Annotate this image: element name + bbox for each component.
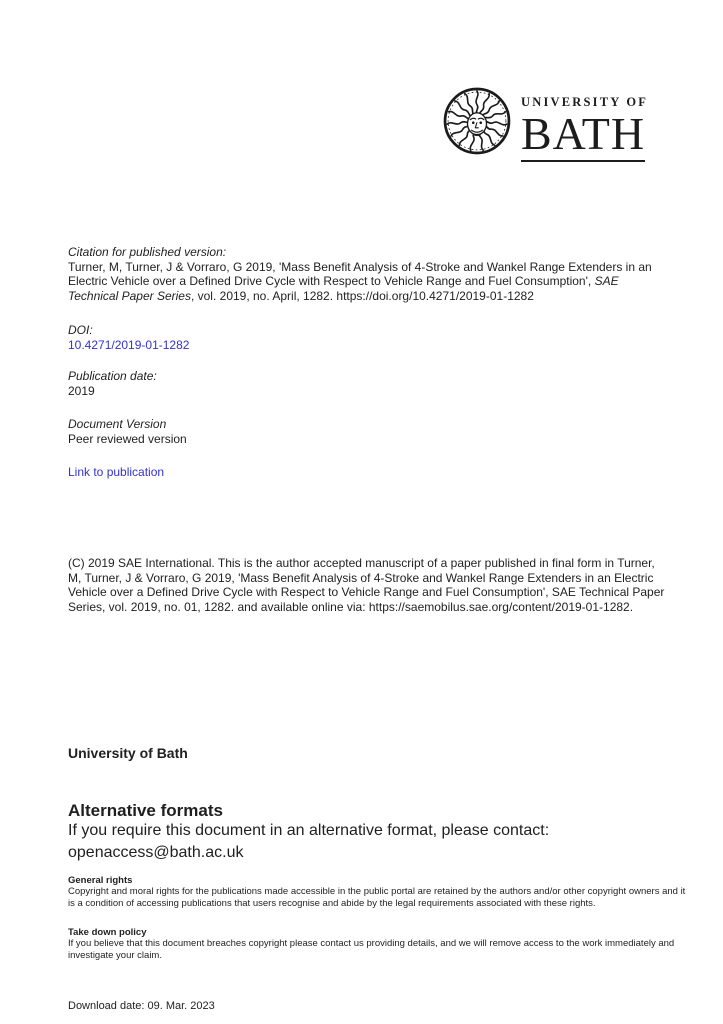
doi-section (68, 323, 189, 352)
publication-date-section (68, 369, 157, 398)
logo-bath-text: BATH (521, 111, 645, 162)
general-rights-heading: General rights (68, 875, 133, 886)
citation-text-end: , vol. 2019, no. April, 1282. https://doi.org/10.4271/2019-01-1282 (190, 288, 534, 303)
take-down-policy-body: If you believe that this document breaches copyright please contact us providing details, and we will remove access to the work immediately and investigate your claim. (68, 938, 675, 961)
copyright-notice: (C) 2019 SAE International. This is the author accepted manuscript of a paper published in final form in Turner, M, Turner, J & Vorraro, G 2019, 'Mass Benefit Analysis of 4-Stroke and Wankel Range Extenders in an Electric Vehicle over a Defined Drive Cycle with Respect to Vehicle Range and Fuel Consumption', SAE Technical Paper Series, vol. 2019, no. 01, 1282. and available online via: https://saemobilus.sae.org/content/2019-01-1282. (68, 556, 665, 614)
general-rights-body: Copyright and moral rights for the publications made accessible in the public portal are retained by the authors and/or other copyright owners and it is a condition of accessing publications that users recognise and abide by the legal requirements associated with these rights. (68, 886, 686, 909)
citation-text-start: Turner, M, Turner, J & Vorraro, G 2019, 'Mass Benefit Analysis of 4-Stroke and Wankel Range Extenders in an Electric Vehicle over a Defined Drive Cycle with Respect to Vehicle Range and Fuel Consumption', (68, 259, 652, 289)
logo-university-of-text: UNIVERSITY OF (521, 95, 649, 109)
link-to-publication-section (68, 465, 164, 479)
document-version-section (68, 417, 187, 446)
alternative-formats-section (68, 801, 688, 863)
link-to-publication[interactable]: Link to publication (68, 465, 165, 479)
gorgon-head-emblem-icon (443, 86, 511, 156)
document-version-value: Peer reviewed version (68, 431, 187, 446)
citation-label: Citation for published version: (68, 245, 227, 259)
document-version-label: Document Version (68, 417, 167, 431)
citation-section (68, 245, 666, 303)
download-date: Download date: 09. Mar. 2023 (68, 1000, 215, 1012)
university-name: University of Bath (68, 745, 188, 761)
take-down-policy-section (68, 927, 690, 961)
general-rights-section (68, 875, 690, 909)
citation-text (68, 260, 666, 304)
alternative-formats-heading: Alternative formats (68, 801, 223, 820)
open-access-email: openaccess@bath.ac.uk (68, 843, 244, 861)
logo-wordmark (521, 86, 648, 162)
doi-label: DOI: (68, 323, 93, 337)
citation-series-title: SAE Technical Paper Series (68, 274, 619, 303)
publication-date-value: 2019 (68, 383, 95, 398)
alternative-formats-text: If you require this document in an alternative format, please contact: (68, 822, 550, 839)
doi-link[interactable]: 10.4271/2019-01-1282 (68, 337, 190, 352)
university-of-bath-logo (443, 86, 648, 162)
publication-date-label: Publication date: (68, 369, 157, 383)
take-down-policy-heading: Take down policy (68, 927, 147, 938)
